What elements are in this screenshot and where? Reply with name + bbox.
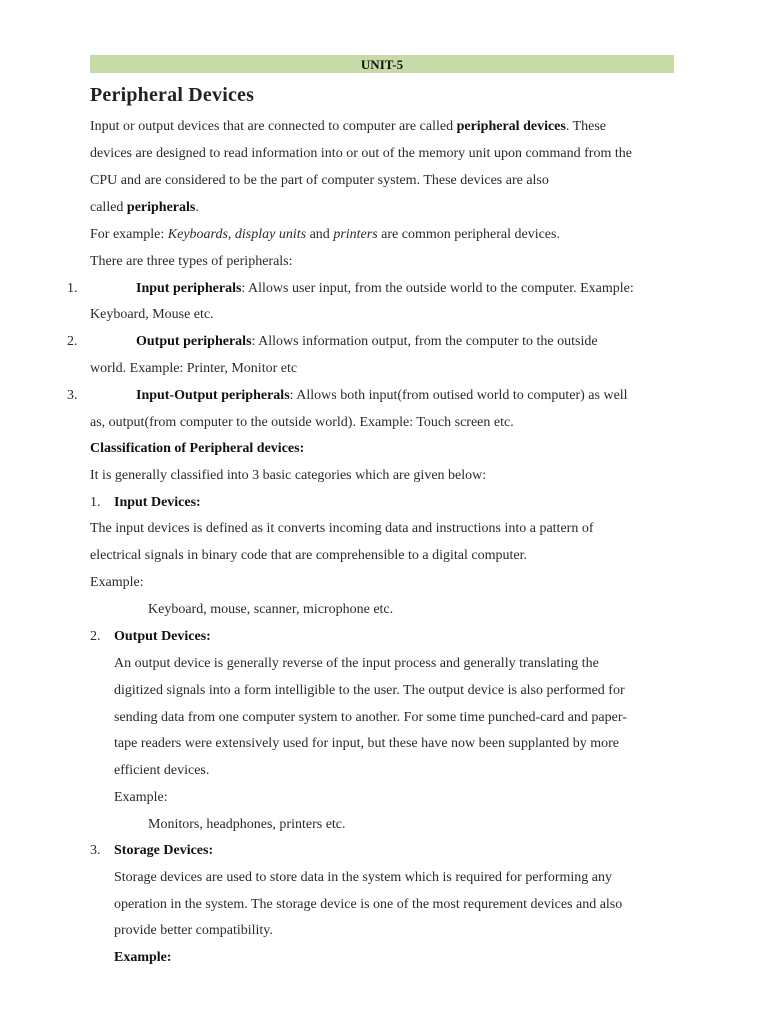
classification-intro: It is generally classified into 3 basic categories which are given below:	[90, 468, 487, 483]
types-intro: There are three types of peripherals:	[90, 254, 293, 269]
type-item-input-cont: Keyboard, Mouse etc.	[90, 307, 214, 322]
list-number: 3.	[67, 388, 78, 403]
type-item-io: Input-Output peripherals: Allows both input(from outised world to computer) as well	[136, 388, 628, 403]
storage-example-label: Example:	[114, 950, 172, 965]
intro-line-3: CPU and are considered to be the part of computer system. These devices are also	[90, 173, 549, 188]
example-line: For example: Keyboards, display units and printers are common peripheral devices.	[90, 227, 560, 242]
output-devices-line-3: sending data from one computer system to another. For some time punched-card and paper-	[114, 710, 627, 725]
output-devices-line-1: An output device is generally reverse of the input process and generally translating the	[114, 656, 599, 671]
input-example-text: Keyboard, mouse, scanner, microphone etc.	[148, 602, 394, 617]
output-example-label: Example:	[114, 790, 168, 805]
output-devices-line-5: efficient devices.	[114, 763, 210, 778]
output-example-text: Monitors, headphones, printers etc.	[148, 817, 346, 832]
input-devices-line-2: electrical signals in binary code that are comprehensible to a digital computer.	[90, 548, 527, 563]
intro-line-4: called peripherals.	[90, 200, 199, 215]
input-example-label: Example:	[90, 575, 144, 590]
list-number: 1.	[67, 281, 78, 296]
type-item-output-cont: world. Example: Printer, Monitor etc	[90, 361, 298, 376]
type-item-input: Input peripherals: Allows user input, from the outside world to the computer. Example:	[136, 281, 634, 296]
intro-line-2: devices are designed to read information into or out of the memory unit upon command from the	[90, 146, 632, 161]
intro-line-1: Input or output devices that are connected to computer are called peripheral devices. These	[90, 119, 607, 134]
section-title-output-devices: Output Devices:	[114, 629, 211, 644]
list-number: 2.	[67, 334, 78, 349]
classification-heading: Classification of Peripheral devices:	[90, 441, 305, 456]
output-devices-line-4: tape readers were extensively used for input, but these have now been supplanted by more	[114, 736, 619, 751]
list-number: 3.	[90, 843, 101, 858]
storage-devices-line-2: operation in the system. The storage device is one of the most requrement devices and also	[114, 897, 623, 912]
storage-devices-line-3: provide better compatibility.	[114, 923, 273, 938]
list-number: 2.	[90, 629, 101, 644]
section-title-input-devices: Input Devices:	[114, 495, 201, 510]
term-peripherals: peripherals	[126, 200, 196, 215]
unit-title-bar: UNIT-5	[90, 55, 674, 73]
input-devices-line-1: The input devices is defined as it converts incoming data and instructions into a pattern of	[90, 521, 594, 536]
type-item-output: Output peripherals: Allows information output, from the computer to the outside	[136, 334, 598, 349]
storage-devices-line-1: Storage devices are used to store data in the system which is required for performing any	[114, 870, 613, 885]
term-peripheral-devices: peripheral devices	[456, 119, 566, 134]
list-number: 1.	[90, 495, 101, 510]
type-item-io-cont: as, output(from computer to the outside world). Example: Touch screen etc.	[90, 415, 514, 430]
section-title-storage-devices: Storage Devices:	[114, 843, 214, 858]
page-title: Peripheral Devices	[90, 84, 255, 106]
output-devices-line-2: digitized signals into a form intelligible to the user. The output device is also performed for	[114, 683, 625, 698]
